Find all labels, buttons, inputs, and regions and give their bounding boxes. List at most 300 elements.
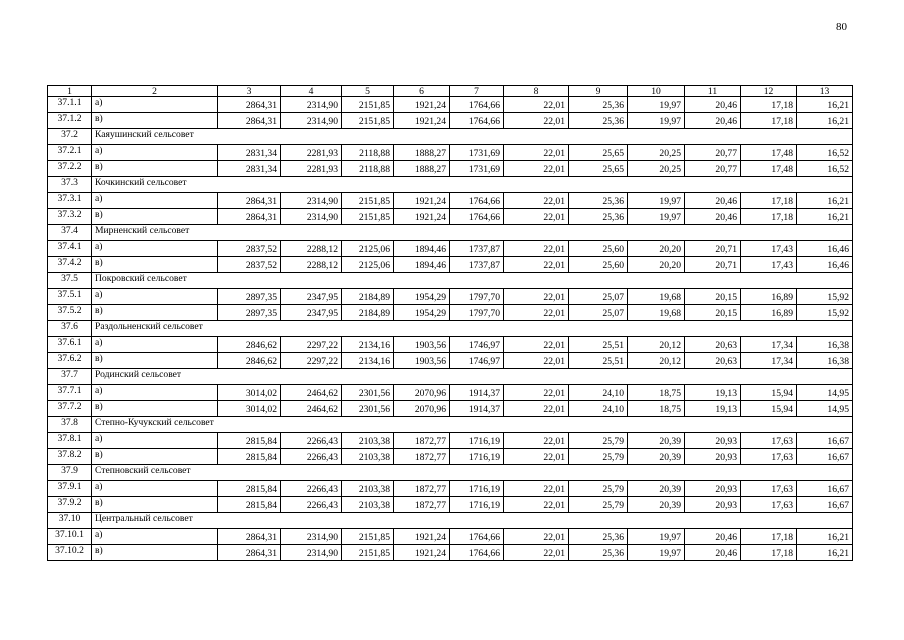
value-cell: 2266,43: [281, 497, 342, 513]
row-code: 37.1.2: [48, 113, 92, 129]
value-cell: 22,01: [504, 449, 569, 465]
row-label: в): [92, 113, 218, 129]
row-code: 37.10.1: [48, 529, 92, 545]
value-cell: 2864,31: [218, 113, 281, 129]
section-row: [48, 369, 853, 385]
value-cell: 2266,43: [281, 481, 342, 497]
section-title: Мирненский сельсовет: [92, 225, 853, 241]
value-cell: 20,77: [685, 145, 741, 161]
value-cell: 20,46: [685, 209, 741, 225]
value-cell: 1921,24: [394, 209, 450, 225]
value-cell: 16,67: [797, 481, 853, 497]
value-cell: 16,89: [741, 305, 797, 321]
row-label: в): [92, 161, 218, 177]
value-cell: 2301,56: [342, 401, 394, 417]
value-cell: 3014,02: [218, 385, 281, 401]
value-cell: 20,46: [685, 545, 741, 561]
table-row: [48, 113, 853, 129]
value-cell: 2288,12: [281, 257, 342, 273]
value-cell: 20,39: [628, 449, 685, 465]
value-cell: 3014,02: [218, 401, 281, 417]
value-cell: 2846,62: [218, 337, 281, 353]
value-cell: 2070,96: [394, 401, 450, 417]
column-number-cell: 1: [48, 86, 92, 97]
table-row: [48, 433, 853, 449]
value-cell: 2070,96: [394, 385, 450, 401]
row-label: в): [92, 449, 218, 465]
table-row: [48, 289, 853, 305]
row-code: 37.9.2: [48, 497, 92, 513]
value-cell: 2297,22: [281, 353, 342, 369]
section-code: 37.5: [48, 273, 92, 289]
section-code: 37.9: [48, 465, 92, 481]
value-cell: 16,21: [797, 529, 853, 545]
value-cell: 2184,89: [342, 289, 394, 305]
value-cell: 2184,89: [342, 305, 394, 321]
value-cell: 2103,38: [342, 433, 394, 449]
row-label: в): [92, 401, 218, 417]
value-cell: 20,93: [685, 497, 741, 513]
value-cell: 2288,12: [281, 241, 342, 257]
value-cell: 19,97: [628, 545, 685, 561]
value-cell: 22,01: [504, 433, 569, 449]
value-cell: 1716,19: [450, 497, 504, 513]
value-cell: 15,94: [741, 401, 797, 417]
value-cell: 1746,97: [450, 353, 504, 369]
value-cell: 1954,29: [394, 289, 450, 305]
value-cell: 2314,90: [281, 209, 342, 225]
value-cell: 1731,69: [450, 161, 504, 177]
section-title: Родинский сельсовет: [92, 369, 853, 385]
value-cell: 17,18: [741, 193, 797, 209]
value-cell: 1903,56: [394, 337, 450, 353]
section-row: [48, 321, 853, 337]
value-cell: 2266,43: [281, 433, 342, 449]
value-cell: 25,07: [569, 305, 628, 321]
value-cell: 20,93: [685, 449, 741, 465]
value-cell: 1764,66: [450, 113, 504, 129]
value-cell: 19,97: [628, 97, 685, 113]
value-cell: 20,93: [685, 481, 741, 497]
value-cell: 2314,90: [281, 113, 342, 129]
value-cell: 16,21: [797, 209, 853, 225]
value-cell: 2864,31: [218, 97, 281, 113]
section-row: [48, 177, 853, 193]
section-code: 37.2: [48, 129, 92, 145]
value-cell: 1921,24: [394, 193, 450, 209]
section-code: 37.8: [48, 417, 92, 433]
row-code: 37.6.1: [48, 337, 92, 353]
value-cell: 24,10: [569, 385, 628, 401]
value-cell: 20,12: [628, 337, 685, 353]
section-row: [48, 273, 853, 289]
value-cell: 25,65: [569, 161, 628, 177]
value-cell: 25,60: [569, 241, 628, 257]
table-row: [48, 353, 853, 369]
row-code: 37.2.1: [48, 145, 92, 161]
value-cell: 2846,62: [218, 353, 281, 369]
value-cell: 22,01: [504, 289, 569, 305]
value-cell: 17,63: [741, 497, 797, 513]
value-cell: 17,43: [741, 257, 797, 273]
value-cell: 1716,19: [450, 481, 504, 497]
value-cell: 2134,16: [342, 353, 394, 369]
value-cell: 16,46: [797, 241, 853, 257]
value-cell: 20,63: [685, 353, 741, 369]
value-cell: 2118,88: [342, 145, 394, 161]
value-cell: 17,63: [741, 433, 797, 449]
value-cell: 20,46: [685, 97, 741, 113]
row-label: а): [92, 241, 218, 257]
value-cell: 2125,06: [342, 257, 394, 273]
value-cell: 16,21: [797, 113, 853, 129]
value-cell: 20,15: [685, 289, 741, 305]
column-number-cell: 2: [92, 86, 218, 97]
row-label: в): [92, 497, 218, 513]
value-cell: 2897,35: [218, 289, 281, 305]
value-cell: 25,79: [569, 497, 628, 513]
value-cell: 2815,84: [218, 449, 281, 465]
value-cell: 2151,85: [342, 545, 394, 561]
value-cell: 16,46: [797, 257, 853, 273]
table-row: [48, 161, 853, 177]
column-number-cell: 13: [797, 86, 853, 97]
value-cell: 16,52: [797, 145, 853, 161]
row-label: в): [92, 545, 218, 561]
row-label: а): [92, 337, 218, 353]
column-number-cell: 11: [685, 86, 741, 97]
value-cell: 2314,90: [281, 545, 342, 561]
value-cell: 2281,93: [281, 145, 342, 161]
value-cell: 2864,31: [218, 209, 281, 225]
section-title: Степновский сельсовет: [92, 465, 853, 481]
column-number-cell: 6: [394, 86, 450, 97]
column-number-cell: 8: [504, 86, 569, 97]
value-cell: 16,21: [797, 97, 853, 113]
value-cell: 1764,66: [450, 97, 504, 113]
value-cell: 19,97: [628, 529, 685, 545]
value-cell: 17,18: [741, 545, 797, 561]
table-row: [48, 497, 853, 513]
value-cell: 1894,46: [394, 241, 450, 257]
value-cell: 14,95: [797, 401, 853, 417]
value-cell: 1872,77: [394, 481, 450, 497]
row-label: а): [92, 145, 218, 161]
value-cell: 2864,31: [218, 193, 281, 209]
value-cell: 16,67: [797, 449, 853, 465]
section-row: [48, 465, 853, 481]
value-cell: 2464,62: [281, 401, 342, 417]
value-cell: 18,75: [628, 385, 685, 401]
value-cell: 17,34: [741, 353, 797, 369]
value-cell: 2134,16: [342, 337, 394, 353]
row-code: 37.7.2: [48, 401, 92, 417]
column-number-cell: 12: [741, 86, 797, 97]
row-label: а): [92, 289, 218, 305]
column-number-row: [48, 86, 853, 97]
row-label: а): [92, 97, 218, 113]
value-cell: 17,48: [741, 145, 797, 161]
value-cell: 22,01: [504, 337, 569, 353]
value-cell: 2125,06: [342, 241, 394, 257]
value-cell: 2831,34: [218, 161, 281, 177]
section-title: Степно-Кучукский сельсовет: [92, 417, 853, 433]
value-cell: 1921,24: [394, 529, 450, 545]
row-code: 37.7.1: [48, 385, 92, 401]
value-cell: 1716,19: [450, 433, 504, 449]
column-number-cell: 10: [628, 86, 685, 97]
value-cell: 22,01: [504, 545, 569, 561]
value-cell: 22,01: [504, 113, 569, 129]
value-cell: 16,21: [797, 193, 853, 209]
value-cell: 2864,31: [218, 529, 281, 545]
value-cell: 2464,62: [281, 385, 342, 401]
value-cell: 2297,22: [281, 337, 342, 353]
value-cell: 25,79: [569, 433, 628, 449]
value-cell: 22,01: [504, 305, 569, 321]
value-cell: 20,46: [685, 193, 741, 209]
value-cell: 25,51: [569, 353, 628, 369]
value-cell: 22,01: [504, 385, 569, 401]
table-row: [48, 545, 853, 561]
section-code: 37.6: [48, 321, 92, 337]
value-cell: 17,43: [741, 241, 797, 257]
row-code: 37.4.2: [48, 257, 92, 273]
value-cell: 25,36: [569, 97, 628, 113]
table-row: [48, 401, 853, 417]
row-code: 37.8.1: [48, 433, 92, 449]
value-cell: 1764,66: [450, 529, 504, 545]
value-cell: 16,52: [797, 161, 853, 177]
row-code: 37.5.2: [48, 305, 92, 321]
column-number-cell: 5: [342, 86, 394, 97]
row-code: 37.6.2: [48, 353, 92, 369]
value-cell: 1921,24: [394, 545, 450, 561]
row-label: а): [92, 193, 218, 209]
value-cell: 20,25: [628, 161, 685, 177]
value-cell: 2815,84: [218, 481, 281, 497]
value-cell: 17,34: [741, 337, 797, 353]
value-cell: 2314,90: [281, 193, 342, 209]
value-cell: 20,20: [628, 257, 685, 273]
value-cell: 20,39: [628, 481, 685, 497]
value-cell: 1888,27: [394, 161, 450, 177]
value-cell: 2103,38: [342, 481, 394, 497]
value-cell: 2314,90: [281, 529, 342, 545]
value-cell: 1764,66: [450, 545, 504, 561]
value-cell: 22,01: [504, 161, 569, 177]
table-row: [48, 385, 853, 401]
value-cell: 22,01: [504, 209, 569, 225]
table-row: [48, 305, 853, 321]
row-code: 37.3.2: [48, 209, 92, 225]
value-cell: 1872,77: [394, 497, 450, 513]
value-cell: 22,01: [504, 529, 569, 545]
value-cell: 1716,19: [450, 449, 504, 465]
value-cell: 16,67: [797, 497, 853, 513]
value-cell: 15,94: [741, 385, 797, 401]
value-cell: 19,97: [628, 193, 685, 209]
value-cell: 22,01: [504, 257, 569, 273]
tariff-table: [47, 85, 853, 561]
section-code: 37.10: [48, 513, 92, 529]
value-cell: 2151,85: [342, 97, 394, 113]
value-cell: 2151,85: [342, 113, 394, 129]
row-code: 37.1.1: [48, 97, 92, 113]
row-label: в): [92, 257, 218, 273]
value-cell: 25,36: [569, 193, 628, 209]
value-cell: 1872,77: [394, 449, 450, 465]
value-cell: 2815,84: [218, 433, 281, 449]
section-title: Покровский сельсовет: [92, 273, 853, 289]
value-cell: 2281,93: [281, 161, 342, 177]
value-cell: 20,20: [628, 241, 685, 257]
column-number-cell: 3: [218, 86, 281, 97]
value-cell: 2151,85: [342, 529, 394, 545]
value-cell: 16,89: [741, 289, 797, 305]
value-cell: 1764,66: [450, 209, 504, 225]
section-title: Центральный сельсовет: [92, 513, 853, 529]
table-row: [48, 529, 853, 545]
value-cell: 16,21: [797, 545, 853, 561]
value-cell: 20,71: [685, 257, 741, 273]
section-row: [48, 417, 853, 433]
value-cell: 25,60: [569, 257, 628, 273]
value-cell: 20,46: [685, 113, 741, 129]
row-code: 37.2.2: [48, 161, 92, 177]
section-code: 37.4: [48, 225, 92, 241]
section-title: Кочкинский сельсовет: [92, 177, 853, 193]
table-row: [48, 209, 853, 225]
value-cell: 1797,70: [450, 305, 504, 321]
table-row: [48, 145, 853, 161]
value-cell: 2118,88: [342, 161, 394, 177]
value-cell: 2897,35: [218, 305, 281, 321]
value-cell: 20,46: [685, 529, 741, 545]
table-row: [48, 257, 853, 273]
row-code: 37.4.1: [48, 241, 92, 257]
value-cell: 1872,77: [394, 433, 450, 449]
value-cell: 2347,95: [281, 305, 342, 321]
column-number-cell: 4: [281, 86, 342, 97]
value-cell: 20,63: [685, 337, 741, 353]
column-number-cell: 9: [569, 86, 628, 97]
value-cell: 1914,37: [450, 401, 504, 417]
value-cell: 17,18: [741, 97, 797, 113]
value-cell: 25,79: [569, 449, 628, 465]
value-cell: 25,65: [569, 145, 628, 161]
value-cell: 25,51: [569, 337, 628, 353]
value-cell: 25,07: [569, 289, 628, 305]
value-cell: 17,18: [741, 529, 797, 545]
table-row: [48, 481, 853, 497]
value-cell: 17,63: [741, 481, 797, 497]
value-cell: 19,97: [628, 113, 685, 129]
value-cell: 22,01: [504, 97, 569, 113]
value-cell: 2864,31: [218, 545, 281, 561]
value-cell: 25,36: [569, 113, 628, 129]
value-cell: 17,18: [741, 113, 797, 129]
value-cell: 17,48: [741, 161, 797, 177]
section-row: [48, 129, 853, 145]
value-cell: 25,79: [569, 481, 628, 497]
value-cell: 17,63: [741, 449, 797, 465]
value-cell: 20,15: [685, 305, 741, 321]
table-row: [48, 241, 853, 257]
row-code: 37.10.2: [48, 545, 92, 561]
value-cell: 1764,66: [450, 193, 504, 209]
value-cell: 1737,87: [450, 241, 504, 257]
value-cell: 1921,24: [394, 97, 450, 113]
value-cell: 2151,85: [342, 193, 394, 209]
value-cell: 20,77: [685, 161, 741, 177]
section-title: Каяушинский сельсовет: [92, 129, 853, 145]
table-row: [48, 449, 853, 465]
value-cell: 2301,56: [342, 385, 394, 401]
value-cell: 1888,27: [394, 145, 450, 161]
value-cell: 22,01: [504, 481, 569, 497]
value-cell: 16,38: [797, 337, 853, 353]
row-code: 37.3.1: [48, 193, 92, 209]
table-body: [48, 86, 853, 561]
section-row: [48, 513, 853, 529]
value-cell: 24,10: [569, 401, 628, 417]
value-cell: 22,01: [504, 353, 569, 369]
value-cell: 1797,70: [450, 289, 504, 305]
value-cell: 1737,87: [450, 257, 504, 273]
column-number-cell: 7: [450, 86, 504, 97]
value-cell: 2151,85: [342, 209, 394, 225]
value-cell: 20,93: [685, 433, 741, 449]
value-cell: 19,13: [685, 385, 741, 401]
value-cell: 2103,38: [342, 497, 394, 513]
value-cell: 1921,24: [394, 113, 450, 129]
value-cell: 25,36: [569, 545, 628, 561]
row-label: в): [92, 209, 218, 225]
value-cell: 22,01: [504, 193, 569, 209]
value-cell: 25,36: [569, 529, 628, 545]
value-cell: 22,01: [504, 145, 569, 161]
value-cell: 19,68: [628, 289, 685, 305]
page-number: 80: [836, 21, 847, 33]
value-cell: 18,75: [628, 401, 685, 417]
value-cell: 15,92: [797, 289, 853, 305]
value-cell: 25,36: [569, 209, 628, 225]
row-code: 37.5.1: [48, 289, 92, 305]
table-row: [48, 97, 853, 113]
value-cell: 22,01: [504, 241, 569, 257]
value-cell: 14,95: [797, 385, 853, 401]
value-cell: 1903,56: [394, 353, 450, 369]
value-cell: 1954,29: [394, 305, 450, 321]
value-cell: 2347,95: [281, 289, 342, 305]
value-cell: 2837,52: [218, 241, 281, 257]
value-cell: 2103,38: [342, 449, 394, 465]
value-cell: 19,13: [685, 401, 741, 417]
value-cell: 2837,52: [218, 257, 281, 273]
value-cell: 19,68: [628, 305, 685, 321]
value-cell: 1746,97: [450, 337, 504, 353]
value-cell: 20,71: [685, 241, 741, 257]
value-cell: 22,01: [504, 497, 569, 513]
section-code: 37.3: [48, 177, 92, 193]
value-cell: 1731,69: [450, 145, 504, 161]
row-label: в): [92, 353, 218, 369]
row-label: в): [92, 305, 218, 321]
value-cell: 16,67: [797, 433, 853, 449]
value-cell: 20,12: [628, 353, 685, 369]
row-label: а): [92, 529, 218, 545]
